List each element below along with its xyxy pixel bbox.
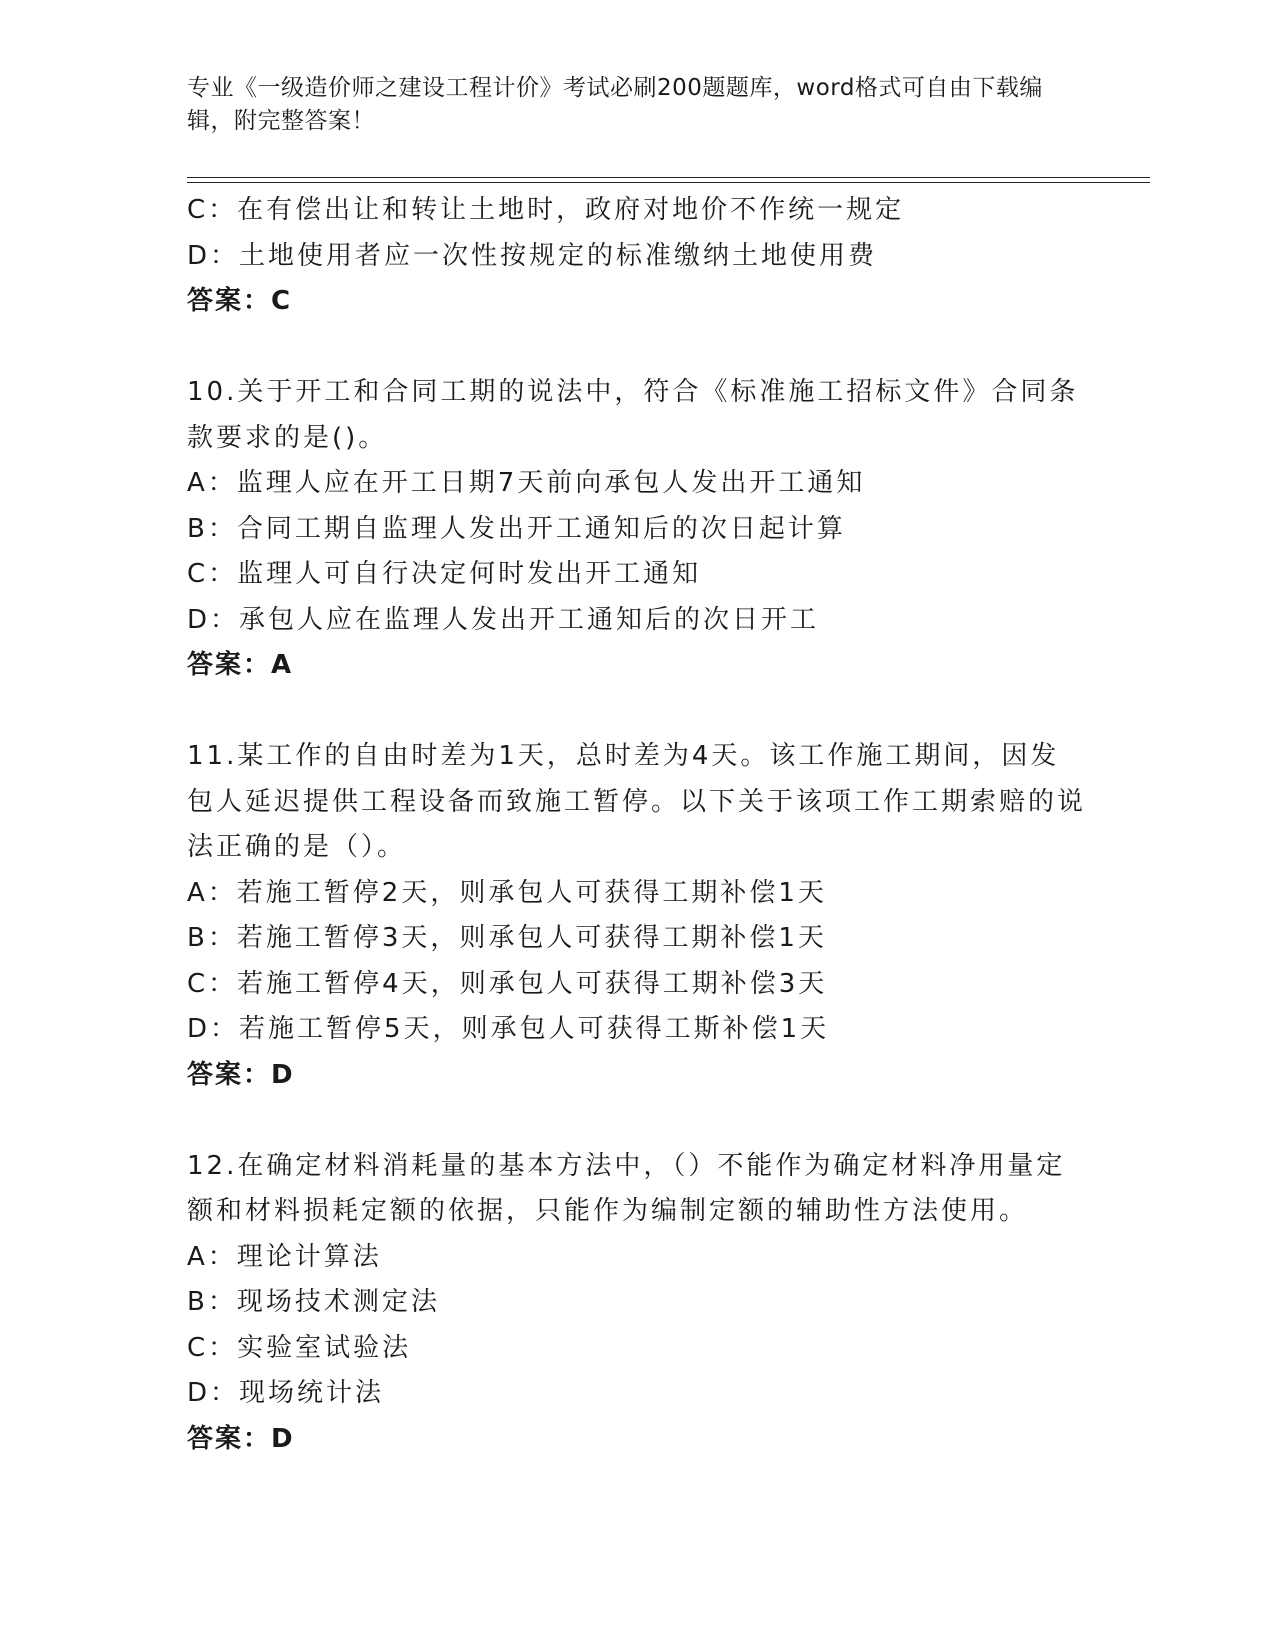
spacer bbox=[187, 1098, 1087, 1144]
question-10-option-d: D：承包人应在监理人发出开工通知后的次日开工 bbox=[187, 604, 820, 635]
question-10-answer: 答案：A bbox=[187, 650, 294, 680]
question-11-option-b: B：若施工暂停3天，则承包人可获得工期补偿1天 bbox=[187, 923, 827, 953]
option-d: D：土地使用者应一次性按规定的标准缴纳土地使用费 bbox=[187, 240, 878, 271]
question-10-option-c: C：监理人可自行决定何时发出开工通知 bbox=[187, 559, 702, 589]
question-10-option-a: A：监理人应在开工日期7天前向承包人发出开工通知 bbox=[187, 468, 866, 498]
question-12-stem: 12.在确定材料消耗量的基本方法中，（）不能作为确定材料净用量定额和材料损耗定额的依据，只能作为编制定额的辅助性方法使用。 bbox=[187, 1150, 1066, 1226]
option-c: C：在有偿出让和转让土地时，政府对地价不作统一规定 bbox=[187, 195, 905, 225]
answer-line: 答案：C bbox=[187, 286, 293, 316]
question-12-answer: 答案：D bbox=[187, 1423, 295, 1454]
question-11-option-c: C：若施工暂停4天，则承包人可获得工期补偿3天 bbox=[187, 968, 828, 999]
question-12-option-b: B：现场技术测定法 bbox=[187, 1287, 440, 1317]
spacer bbox=[187, 325, 1087, 371]
question-10-option-b: B：合同工期自监理人发出开工通知后的次日起计算 bbox=[187, 513, 846, 544]
document-body bbox=[187, 188, 1087, 1462]
question-11-option-a: A：若施工暂停2天，则承包人可获得工期补偿1天 bbox=[187, 877, 827, 908]
question-11-option-d: D：若施工暂停5天，则承包人可获得工斯补偿1天 bbox=[187, 1014, 830, 1044]
header-rule-top bbox=[187, 177, 1150, 178]
spacer bbox=[187, 689, 1087, 735]
question-10-stem: 10.关于开工和合同工期的说法中，符合《标准施工招标文件》合同条款要求的是()。 bbox=[187, 377, 1079, 453]
question-12-option-d: D：现场统计法 bbox=[187, 1378, 385, 1408]
question-12-option-c: C：实验室试验法 bbox=[187, 1332, 412, 1363]
page-header: 专业《一级造价师之建设工程计价》考试必刷200题题库，word格式可自由下载编辑，附完整答案！ bbox=[187, 75, 1043, 134]
header-rule-bottom bbox=[187, 182, 1150, 183]
question-11-stem: 11.某工作的自由时差为1天，总时差为4天。该工作施工期间，因发包人延迟提供工程设备而致施工暂停。以下关于该项工作工期索赔的说法正确的是（）。 bbox=[187, 741, 1087, 862]
question-11-answer: 答案：D bbox=[187, 1059, 295, 1090]
question-12-option-a: A：理论计算法 bbox=[187, 1241, 382, 1272]
